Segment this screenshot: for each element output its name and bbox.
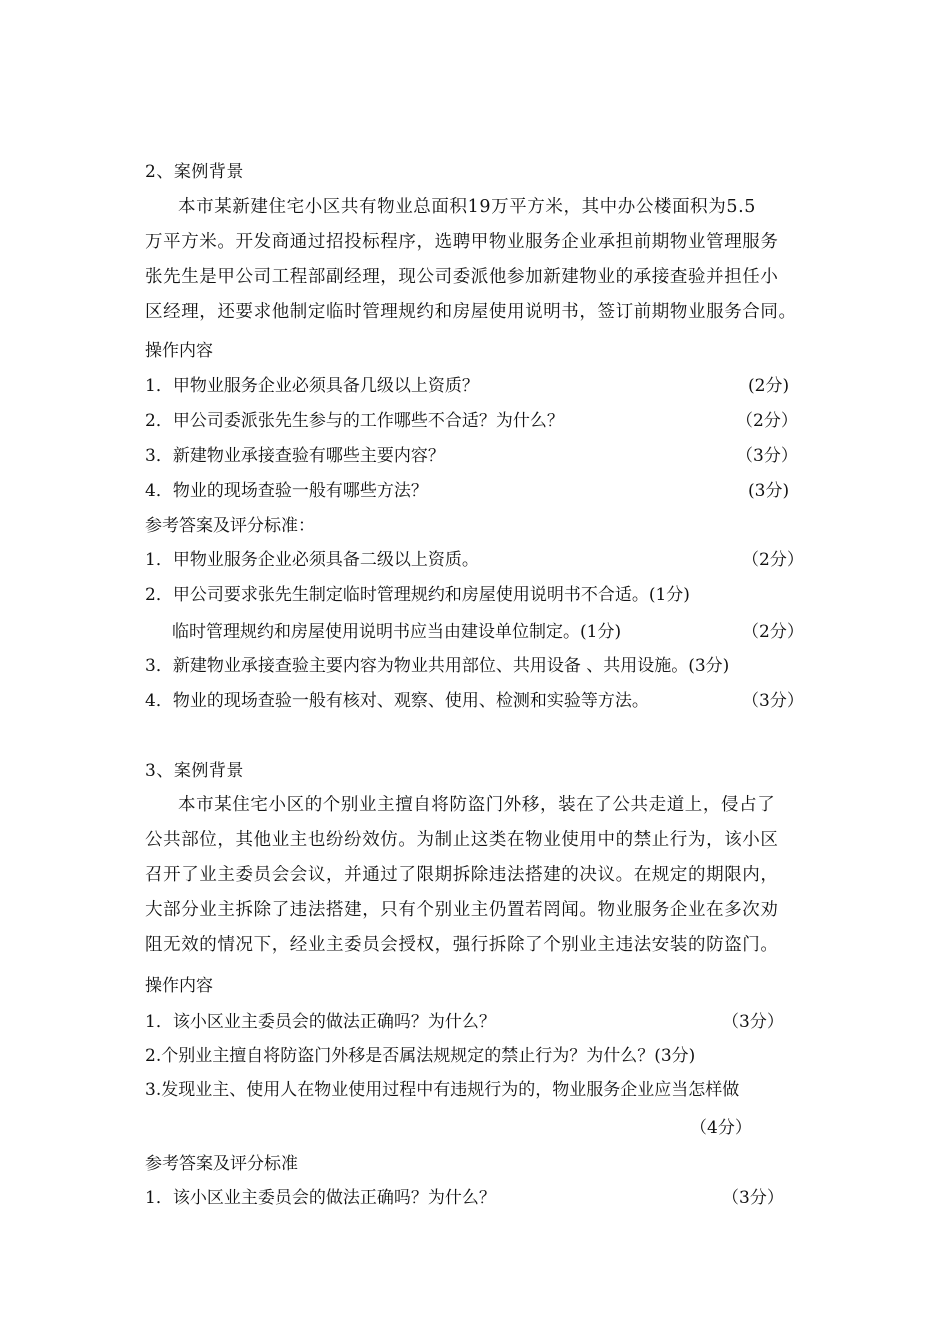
section-3-background-line: 公共部位，其他业主也纷纷效仿。为制止这类在物业使用中的禁止行为，该小区	[145, 830, 779, 850]
answer-score: （2分）	[742, 550, 804, 570]
section-2-background-line: 张先生是甲公司工程部副经理，现公司委派他参加新建物业的承接查验并担任小	[145, 267, 779, 287]
section-2-background-line: 本市某新建住宅小区共有物业总面积19万平方米，其中办公楼面积为5.5	[178, 197, 756, 217]
section-2-answer-title: 参考答案及评分标准：	[145, 516, 315, 536]
answer-score: （2分）	[742, 622, 804, 642]
section-3-question-3: 3.发现业主、使用人在物业使用过程中有违规行为的，物业服务企业应当怎样做	[145, 1080, 740, 1100]
question-score: （2分）	[736, 411, 798, 431]
section-2-question-3: 3．新建物业承接查验有哪些主要内容？	[145, 446, 445, 466]
section-2-background-line: 区经理，还要求他制定临时管理规约和房屋使用说明书，签订前期物业服务合同。	[145, 302, 797, 322]
section-3-background-line: 本市某住宅小区的个别业主擅自将防盗门外移，装在了公共走道上，侵占了	[178, 795, 776, 815]
section-2-answer-3: 3．新建物业承接查验主要内容为物业共用部位、共用设备 、共用设施。(3分)	[145, 656, 730, 676]
section-3-background-line: 大部分业主拆除了违法搭建，只有个别业主仍置若罔闻。物业服务企业在多次劝	[145, 900, 779, 920]
section-2-question-4: 4．物业的现场查验一般有哪些方法？	[145, 481, 428, 501]
answer-score: （3分）	[722, 1188, 784, 1208]
section-2-answer-2-detail: 临时管理规约和房屋使用说明书应当由建设单位制定。(1分)	[172, 622, 622, 642]
question-score: (2分)	[748, 376, 790, 396]
question-score: （3分）	[736, 446, 798, 466]
section-3-operation-title: 操作内容	[145, 976, 213, 996]
section-3-background-line: 召开了业主委员会会议，并通过了限期拆除违法搭建的决议。在规定的期限内，	[145, 865, 779, 885]
question-score: (3分)	[748, 481, 790, 501]
section-2-title: 2、案例背景	[145, 162, 244, 182]
section-3-background-line: 阻无效的情况下，经业主委员会授权，强行拆除了个别业主违法安装的防盗门。	[145, 935, 779, 955]
section-2-answer-4: 4．物业的现场查验一般有核对、观察、使用、检测和实验等方法。	[145, 691, 649, 711]
question-score: （4分）	[690, 1118, 752, 1138]
section-3-answer-title: 参考答案及评分标准	[145, 1154, 298, 1174]
section-2-answer-2: 2．甲公司要求张先生制定临时管理规约和房屋使用说明书不合适。(1分)	[145, 585, 690, 605]
question-score: （3分）	[722, 1012, 784, 1032]
section-2-question-2: 2．甲公司委派张先生参与的工作哪些不合适？为什么？	[145, 411, 564, 431]
section-3-title: 3、案例背景	[145, 761, 244, 781]
section-3-question-1: 1．该小区业主委员会的做法正确吗？为什么？	[145, 1012, 496, 1032]
section-3-question-2: 2.个别业主擅自将防盗门外移是否属法规规定的禁止行为？为什么？(3分)	[145, 1046, 696, 1066]
answer-score: （3分）	[742, 691, 804, 711]
section-2-operation-title: 操作内容	[145, 341, 213, 361]
section-3-answer-1: 1．该小区业主委员会的做法正确吗？为什么？	[145, 1188, 496, 1208]
section-2-background-line: 万平方米。开发商通过招投标程序，选聘甲物业服务企业承担前期物业管理服务	[145, 232, 779, 252]
section-2-answer-1: 1．甲物业服务企业必须具备二级以上资质。	[145, 550, 479, 570]
section-2-question-1: 1．甲物业服务企业必须具备几级以上资质？	[145, 376, 479, 396]
